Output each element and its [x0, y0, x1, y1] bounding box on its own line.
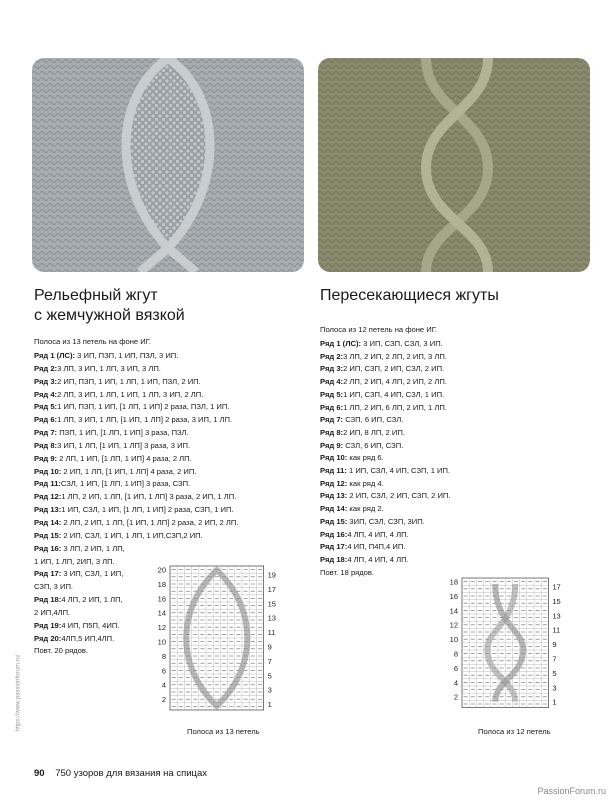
row-text: 4ЛП,5 ИП,4ЛП. [61, 633, 115, 643]
row-label: Ряд 9: [34, 453, 58, 463]
row-number: 19 [267, 570, 276, 580]
row-text: 2 ИП, 8 ЛП, 2 ИП. [343, 427, 405, 437]
row-label: Ряд 8: [320, 427, 344, 437]
watermark: PassionForum.ru [537, 786, 606, 796]
row-instruction [34, 453, 284, 466]
row-text: 4 ИП, П5П, 4ИП. [61, 620, 120, 630]
row-number: 10 [449, 635, 458, 645]
row-text: 2 ИП,4ЛП. [34, 607, 71, 617]
row-text: 2 ИП, ПЗП, 1 ИП, 1 ЛП, 1 ИП, ПЗЛ, 2 ИП. [57, 376, 201, 386]
chart-caption: Полоса из 13 петель [187, 727, 260, 736]
row-number: 17 [552, 582, 561, 592]
row-number: 8 [453, 649, 458, 659]
row-number: 11 [267, 628, 276, 638]
row-instruction [320, 376, 580, 389]
row-instruction [34, 504, 284, 517]
row-number: 6 [161, 666, 166, 676]
row-label: Ряд 2: [320, 351, 344, 361]
row-label: Ряд 10: [320, 453, 348, 463]
row-label: Ряд 16: [320, 529, 348, 539]
row-label: Ряд 12: [320, 478, 348, 488]
row-text: 2 ЛП, 3 ИП, 1 ЛП, 1 ИП, 1 ЛП, 3 ИП, 2 ЛП. [57, 389, 204, 399]
repeat-note: Повт. 20 рядов. [34, 646, 89, 656]
row-instruction [34, 440, 284, 453]
row-instruction [34, 363, 284, 376]
row-label: Ряд 13: [320, 491, 348, 501]
row-number: 15 [267, 599, 276, 609]
row-label: Ряд 11: [320, 466, 347, 476]
side-url: https://www.passionforum.ru/ [15, 654, 22, 732]
row-text: ПЗП, 1 ИП, [1 ЛП, 1 ИП] 3 раза, ПЗЛ. [57, 428, 189, 438]
row-text: 3 ЛП, 2 ИП, 1 ЛП, [61, 543, 125, 553]
row-number: 9 [267, 642, 272, 652]
row-number: 18 [157, 579, 166, 589]
row-instruction [34, 466, 284, 479]
row-text: 3ИП, СЗЛ, СЗП, 3ИП. [347, 516, 425, 526]
row-label: Ряд 19: [34, 620, 62, 630]
row-number: 18 [449, 577, 458, 587]
row-number: 16 [157, 594, 166, 604]
row-instruction [320, 516, 580, 529]
pattern-intro: Полоса из 12 петель на фоне ИГ. [320, 325, 437, 334]
row-instruction [320, 541, 580, 554]
row-text: 1 ИП, ПЗП, 1 ИП, [1 ЛП, 1 ИП] 2 раза, ПЗЛ, 1 ИП. [57, 402, 230, 412]
row-number: 20 [157, 565, 166, 575]
row-number: 12 [449, 620, 458, 630]
row-text: как ряд 6. [347, 453, 384, 463]
row-instruction [34, 517, 284, 530]
row-text: 4 ЛП, 2 ИП, 1 ЛП, [61, 595, 123, 605]
row-instruction [320, 402, 580, 415]
row-label: Ряд 14: [320, 504, 348, 514]
pattern-title: Пересекающиеся жгуты [320, 287, 499, 304]
row-label: Ряд 1 (ЛС): [320, 339, 362, 348]
row-number: 6 [453, 663, 458, 673]
page-number: 90 [34, 768, 45, 779]
row-number: 1 [267, 700, 272, 710]
row-label: Ряд 4: [320, 377, 344, 387]
row-label: Ряд 17: [34, 569, 62, 579]
row-label: Ряд 11: [34, 479, 61, 489]
row-label: Ряд 12: [34, 492, 62, 502]
row-number: 7 [267, 656, 272, 666]
row-instruction [320, 529, 580, 542]
row-text: 4 ИП, П4П,4 ИП. [347, 542, 406, 552]
row-instruction [320, 490, 580, 503]
row-instruction [34, 389, 284, 402]
row-instruction [320, 414, 580, 427]
page-footer [34, 768, 207, 779]
row-number: 13 [552, 611, 561, 621]
knit-photo-pearl-cable [32, 58, 304, 272]
row-text: как ряд 4. [347, 478, 384, 488]
pattern-right-text [320, 286, 580, 579]
row-number: 5 [552, 668, 557, 678]
row-instruction [34, 427, 284, 440]
row-label: Ряд 2: [34, 363, 58, 373]
row-instruction [320, 440, 580, 453]
pattern-title: Рельефный жгут с жемчужной вязкой [34, 287, 185, 324]
row-label: Ряд 5: [320, 389, 344, 399]
row-instruction [34, 543, 284, 556]
row-instruction [34, 414, 284, 427]
row-number: 7 [552, 654, 557, 664]
row-text: 3 ЛП, 3 ИП, 1 ЛП, 3 ИП, 3 ЛП. [57, 363, 161, 373]
row-text: СЗЛ, 6 ИП, СЗП. [343, 440, 404, 450]
row-text: 1 ИП, СЗЛ, 4 ИП, СЗП, 1 ИП. [346, 466, 451, 476]
row-instruction [320, 452, 580, 465]
row-number: 14 [449, 606, 458, 616]
row-instruction [320, 478, 580, 491]
row-number: 16 [449, 591, 458, 601]
row-instruction [34, 530, 284, 543]
row-label: Ряд 15: [34, 530, 62, 540]
row-text: 3 ЛП, 2 ИП, 2 ЛП, 2 ИП, 3 ЛП. [343, 351, 447, 361]
row-instruction [34, 491, 284, 504]
row-number: 8 [161, 651, 166, 661]
row-text: 1 ЛП, 3 ИП, 1 ЛП, [1 ИП, 1 ЛП] 2 раза, 3 ИП, 1 ЛП. [57, 415, 233, 425]
row-text: 2 ЛП, 1 ИП, [1 ЛП, 1 ИП] 4 раза, 2 ЛП. [57, 453, 192, 463]
row-text: 3 ИП, СЗП, СЗЛ, 3 ИП. [361, 339, 443, 348]
row-instruction [34, 376, 284, 389]
row-label: Ряд 4: [34, 389, 58, 399]
row-label: Ряд 1 (ЛС): [34, 351, 76, 360]
row-text: как ряд 2. [347, 504, 384, 514]
row-number: 10 [157, 637, 166, 647]
row-number: 4 [161, 680, 166, 690]
row-instruction [320, 554, 580, 567]
row-label: Ряд 6: [34, 415, 58, 425]
row-instruction [320, 465, 580, 478]
row-number: 14 [157, 608, 166, 618]
row-instruction [320, 503, 580, 516]
row-instruction [320, 427, 580, 440]
row-instruction [34, 478, 284, 491]
row-label: Ряд 18: [320, 554, 348, 564]
row-label: Ряд 9: [320, 440, 344, 450]
row-number: 12 [157, 623, 166, 633]
row-label: Ряд 17: [320, 542, 348, 552]
row-number: 11 [552, 625, 561, 635]
row-text: 2 ЛП, 2 ИП, 4 ЛП, 2 ИП, 2 ЛП. [343, 377, 447, 387]
pattern-intro: Полоса из 13 петель на фоне ИГ. [34, 337, 151, 346]
row-text: 2 ЛП, 2 ИП, 1 ЛП, [1 ИП, 1 ЛП] 2 раза, 2 ИП, 2 ЛП. [61, 517, 239, 527]
row-text: СЗЛ, 1 ИП, [1 ЛП, 1 ИП] 3 раза, СЗП. [60, 479, 191, 489]
row-number: 17 [267, 584, 276, 594]
row-text: 3 ИП, СЗЛ, 1 ИП, [61, 569, 124, 579]
row-instruction [34, 350, 284, 363]
row-text: СЗП, 6 ИП, СЗЛ. [343, 415, 404, 425]
row-text: 2 ИП, 1 ЛП, [1 ИП, 1 ЛП] 4 раза, 2 ИП. [61, 466, 197, 476]
row-instruction [320, 338, 580, 351]
row-label: Ряд 16: [34, 543, 62, 553]
row-number: 15 [552, 596, 561, 606]
row-text: 1 ЛП, 2 ИП, 6 ЛП, 2 ИП, 1 ЛП. [343, 402, 447, 412]
row-number: 3 [552, 683, 557, 693]
row-label: Ряд 8: [34, 440, 58, 450]
row-text: СЗП, 3 ИП. [34, 582, 74, 592]
row-text: 1 ИП, СЗП, 4 ИП, СЗЛ, 1 ИП. [343, 389, 445, 399]
knitting-chart-right [440, 574, 592, 720]
repeat-note: Повт. 18 рядов. [320, 567, 375, 577]
row-instruction [320, 351, 580, 364]
row-number: 1 [552, 697, 557, 707]
row-number: 4 [453, 678, 458, 688]
book-title: 750 узоров для вязания на спицах [55, 768, 208, 779]
row-number: 5 [267, 671, 272, 681]
row-text: 4 ЛП, 4 ИП, 4 ЛП. [347, 529, 409, 539]
knit-photo-crossing-cables [318, 58, 590, 272]
row-label: Ряд 13: [34, 505, 62, 515]
row-text: 1 ЛП, 2 ИП, 1 ЛП, [1 ИП, 1 ЛП] 3 раза, 2 ИП, 1 ЛП. [61, 492, 237, 502]
row-label: Ряд 15: [320, 516, 348, 526]
row-label: Ряд 20: [34, 633, 62, 643]
row-text: 3 ИП, 1 ЛП, [1 ИП, 1 ЛП] 3 раза, 3 ИП. [57, 440, 191, 450]
row-instruction [34, 401, 284, 414]
row-text: 1 ИП, СЗЛ, 1 ИП, [1 ЛП, 1 ИП] 2 раза, СЗП, 1 ИП. [61, 505, 234, 515]
row-text: 2 ИП, СЗП, 2 ИП, СЗЛ, 2 ИП. [343, 364, 445, 374]
row-label: Ряд 6: [320, 402, 344, 412]
row-label: Ряд 3: [34, 376, 58, 386]
row-text: 3 ИП, ПЗП, 1 ИП, ПЗЛ, 3 ИП. [75, 351, 179, 360]
row-text: 1 ИП, 1 ЛП, 2ИП, 3 ЛП. [34, 556, 115, 566]
row-label: Ряд 10: [34, 466, 62, 476]
row-number: 13 [267, 613, 276, 623]
row-label: Ряд 18: [34, 595, 62, 605]
row-label: Ряд 5: [34, 402, 58, 412]
row-instruction [320, 389, 580, 402]
row-label: Ряд 3: [320, 364, 344, 374]
row-text: 4 ЛП, 4 ИП, 4 ЛП. [347, 554, 409, 564]
row-number: 9 [552, 640, 557, 650]
row-instruction [320, 363, 580, 376]
knitting-chart-left [148, 562, 308, 720]
chart-caption: Полоса из 12 петель [478, 727, 551, 736]
row-text: 2 ИП, СЗЛ, 1 ИП, 1 ЛП, 1 ИП,СЗП,2 ИП. [61, 530, 203, 540]
row-label: Ряд 7: [34, 428, 58, 438]
row-label: Ряд 7: [320, 415, 344, 425]
row-label: Ряд 14: [34, 517, 62, 527]
row-instructions [320, 338, 580, 567]
row-number: 3 [267, 685, 272, 695]
row-number: 2 [453, 692, 458, 702]
row-number: 2 [161, 695, 166, 705]
row-text: 2 ИП, СЗЛ, 2 ИП, СЗП, 2 ИП. [347, 491, 451, 501]
